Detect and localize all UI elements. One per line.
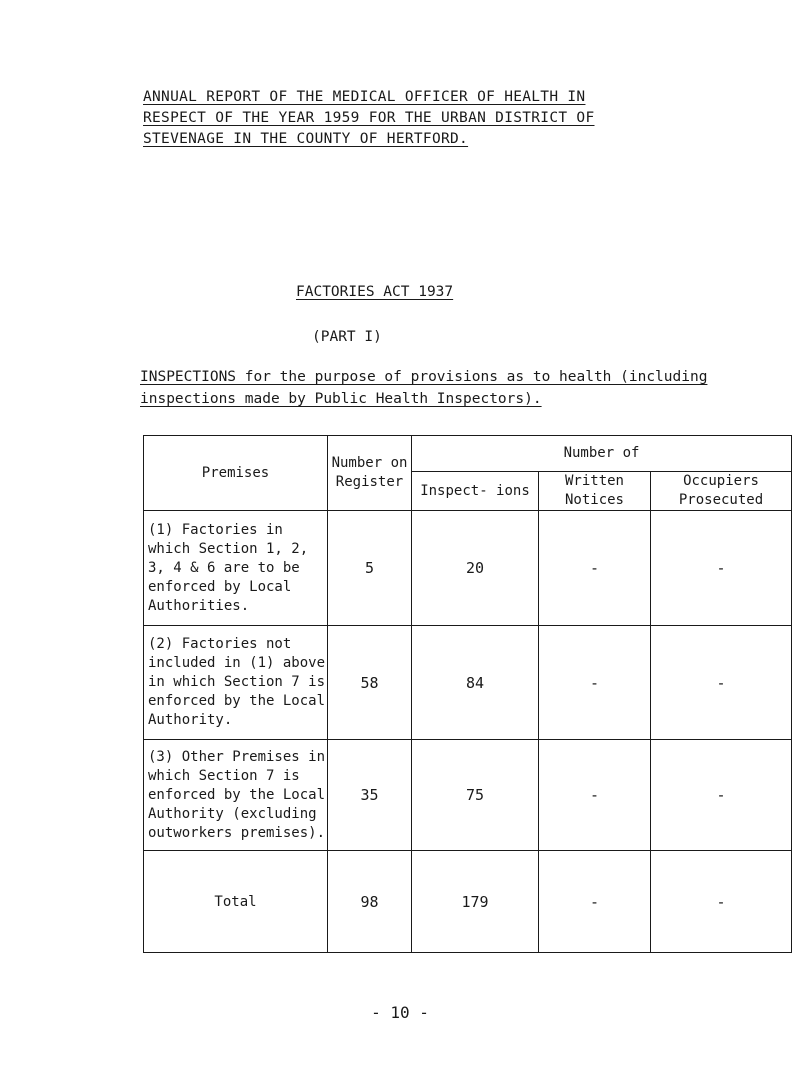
- table-row: [144, 511, 792, 626]
- report-title-line-1: ANNUAL REPORT OF THE MEDICAL OFFICER OF HEALTH IN: [143, 89, 586, 105]
- written-notices-cell: -: [539, 626, 651, 740]
- header-premises: Premises: [144, 436, 328, 511]
- premises-cell: (1) Factories in which Section 1, 2, 3, 4 & 6 are to be enforced by Local Authorities.: [144, 511, 328, 626]
- report-title-line-2: RESPECT OF THE YEAR 1959 FOR THE URBAN DISTRICT OF: [143, 110, 595, 126]
- header-number-of: Number of: [412, 436, 792, 472]
- inspections-table: [143, 435, 792, 953]
- header-written-notices: Written Notices: [539, 472, 651, 511]
- total-inspections: 179: [412, 851, 539, 953]
- total-row: [144, 851, 792, 953]
- total-label: Total: [144, 851, 328, 953]
- on-register-cell: 58: [328, 626, 412, 740]
- part-label: (PART I): [312, 329, 382, 345]
- inspections-intro: [140, 366, 708, 410]
- premises-cell: (3) Other Premises in which Section 7 is enforced by the Local Authority (excluding outworkers premises).: [144, 740, 328, 851]
- inspections-intro-line-2: inspections made by Public Health Inspectors).: [140, 391, 542, 407]
- total-on-register: 98: [328, 851, 412, 953]
- occupiers-prosecuted-cell: -: [651, 626, 792, 740]
- inspections-intro-line-1: INSPECTIONS for the purpose of provisions as to health (including: [140, 369, 708, 385]
- occupiers-prosecuted-cell: -: [651, 740, 792, 851]
- on-register-cell: 35: [328, 740, 412, 851]
- occupiers-prosecuted-cell: -: [651, 511, 792, 626]
- total-occupiers-prosecuted: -: [651, 851, 792, 953]
- header-inspections: Inspect- ions: [412, 472, 539, 511]
- on-register-cell: 5: [328, 511, 412, 626]
- page-number: - 10 -: [371, 1003, 429, 1022]
- report-title-line-3: STEVENAGE IN THE COUNTY OF HERTFORD.: [143, 131, 469, 147]
- inspections-cell: 84: [412, 626, 539, 740]
- table-row: [144, 626, 792, 740]
- header-number-on-register: Number on Register: [328, 436, 412, 511]
- written-notices-cell: -: [539, 740, 651, 851]
- total-written-notices: -: [539, 851, 651, 953]
- act-title: FACTORIES ACT 1937: [296, 284, 454, 300]
- header-occupiers-prosecuted: Occupiers Prosecuted: [651, 472, 792, 511]
- report-title: [143, 87, 663, 150]
- table-row: [144, 740, 792, 851]
- written-notices-cell: -: [539, 511, 651, 626]
- inspections-cell: 20: [412, 511, 539, 626]
- premises-cell: (2) Factories not included in (1) above in which Section 7 is enforced by the Local Authority.: [144, 626, 328, 740]
- inspections-cell: 75: [412, 740, 539, 851]
